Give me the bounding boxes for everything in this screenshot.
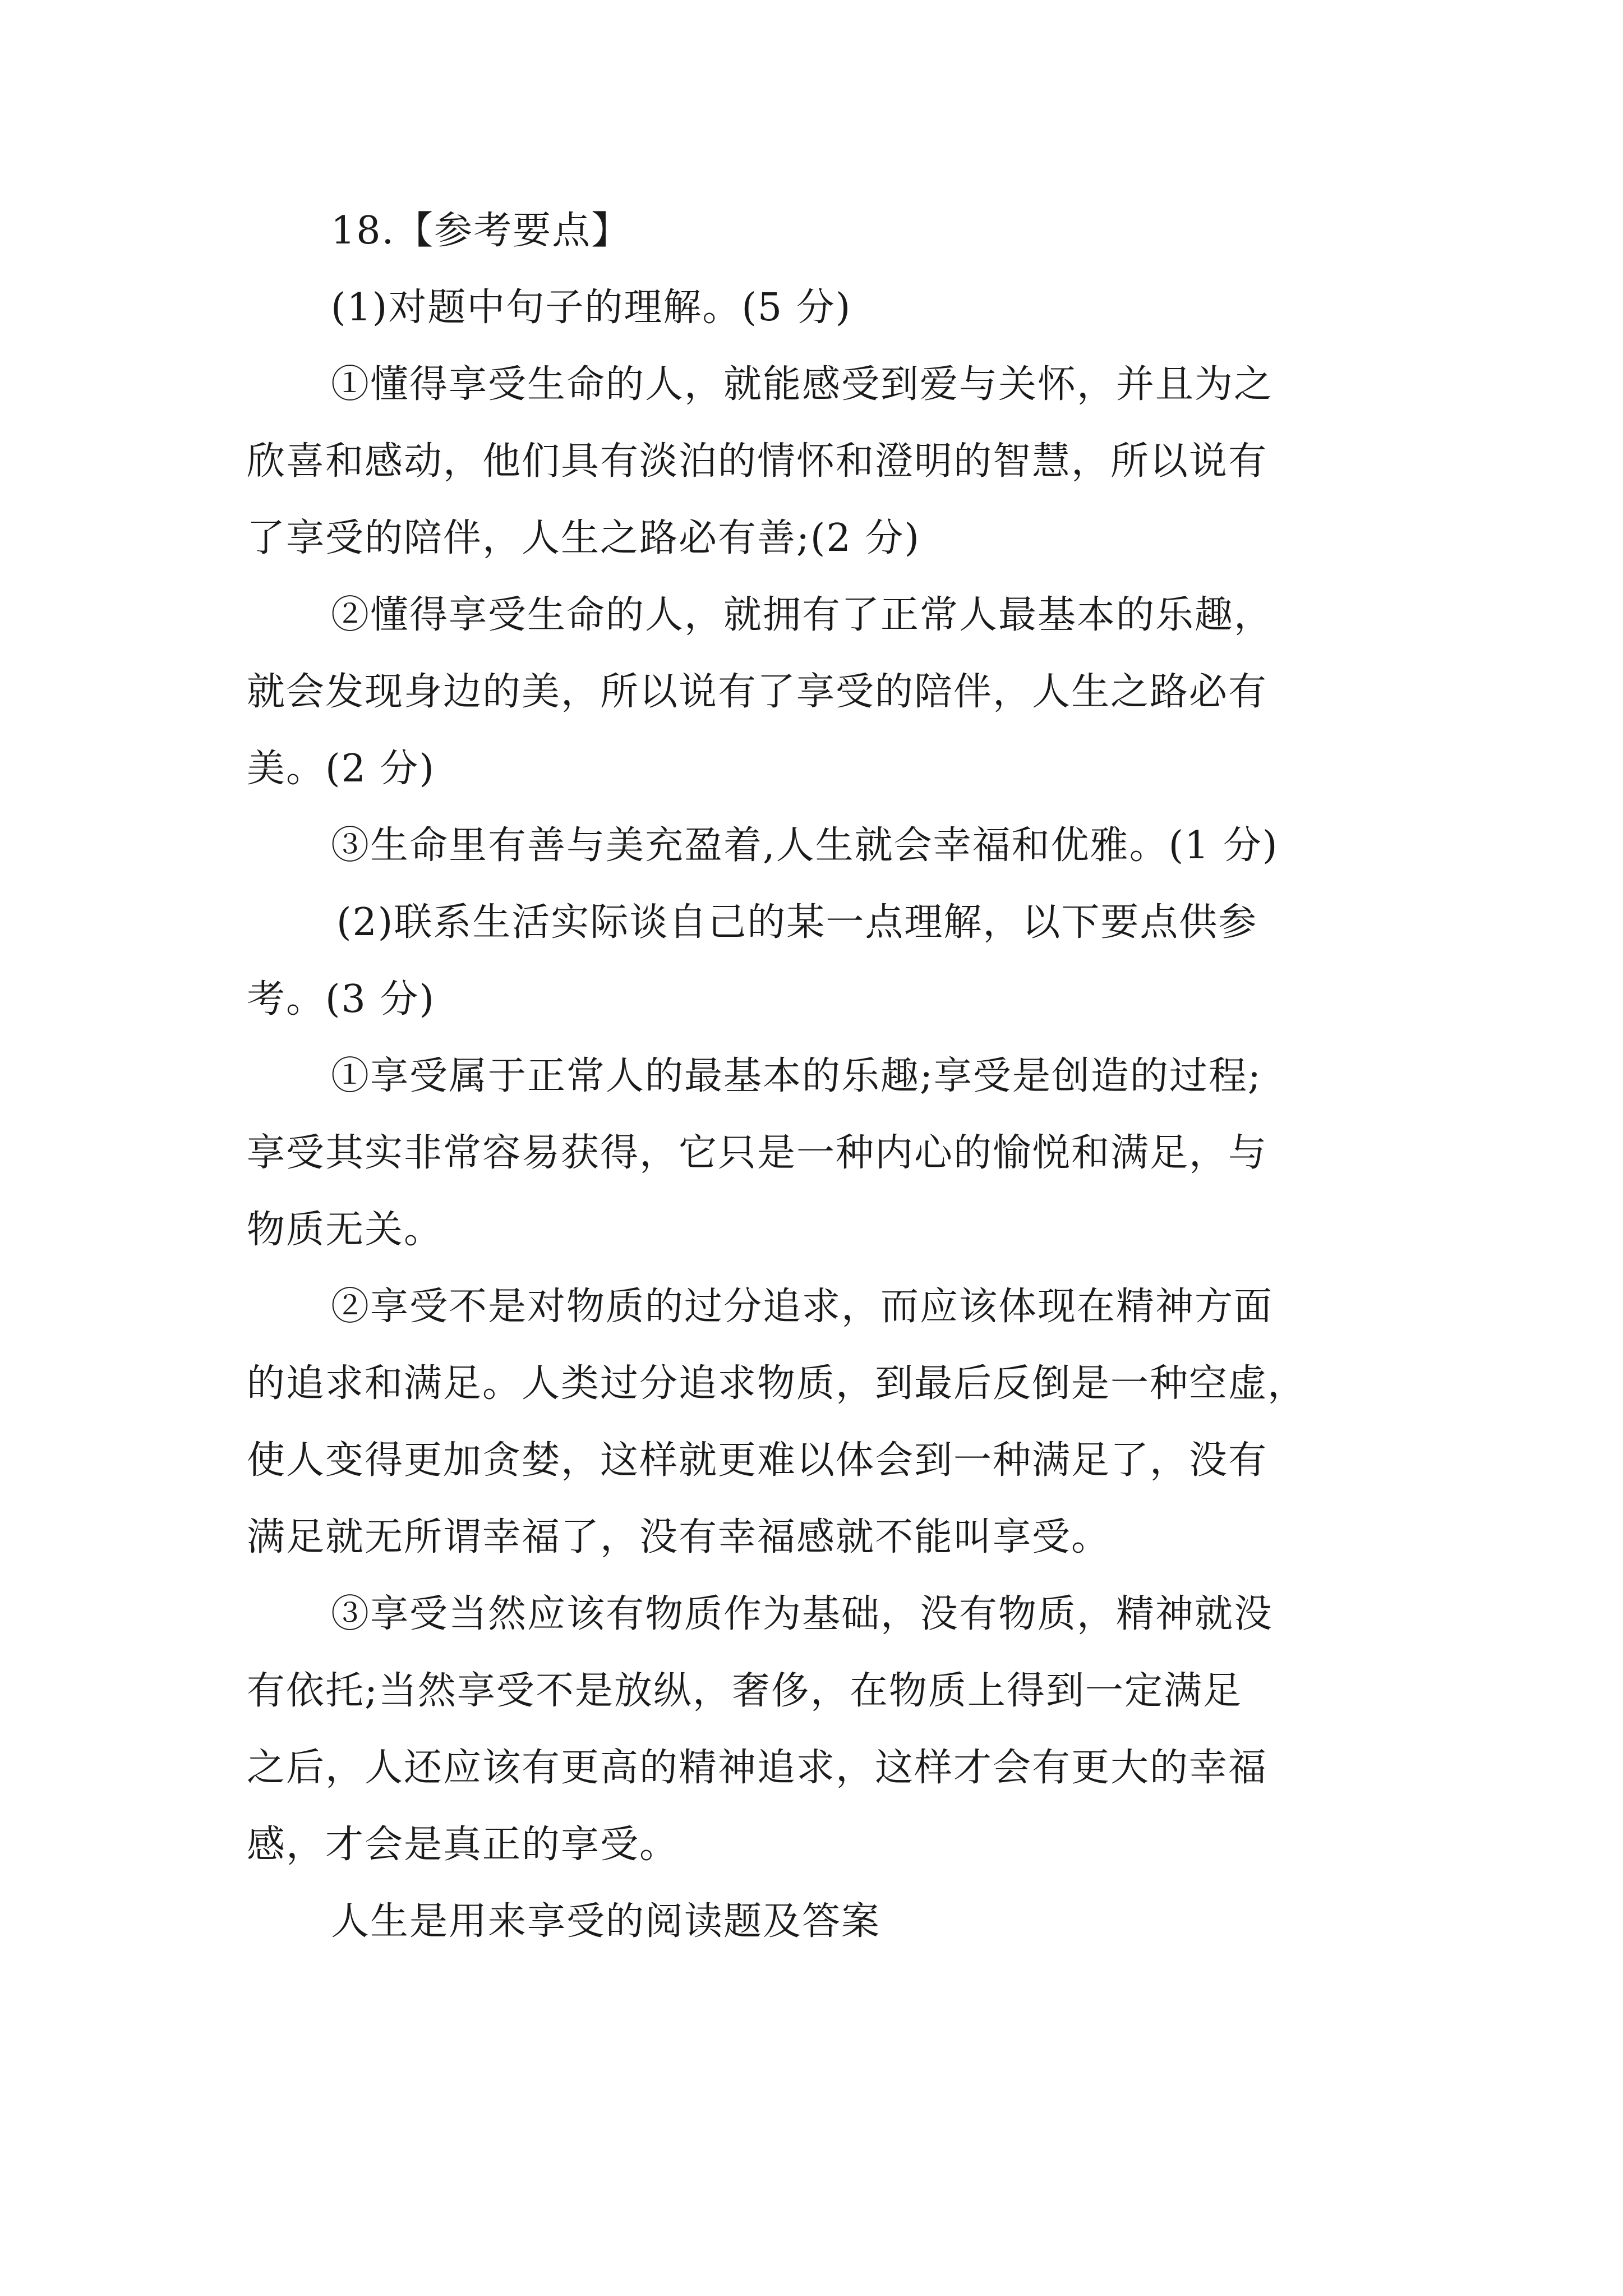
part2-title	[247, 900, 1385, 1022]
paragraph-line: 物质无关。	[247, 1208, 444, 1252]
heading-text: 18.【参考要点】	[331, 209, 631, 253]
paragraph-line: 之后，人还应该有更高的精神追求，这样才会有更大的幸福	[247, 1746, 1268, 1790]
part1-item3	[247, 823, 1385, 868]
paragraph-line: 就会发现身边的美，所以说有了享受的陪伴，人生之路必有	[247, 670, 1268, 714]
paragraph-line: 考。(3 分)	[247, 977, 435, 1022]
part2-item1	[247, 1054, 1385, 1252]
paragraph-line: 享受其实非常容易获得，它只是一种内心的愉悦和满足，与	[247, 1131, 1268, 1175]
paragraph-line: ②懂得享受生命的人，就拥有了正常人最基本的乐趣，	[331, 593, 1274, 637]
paragraph-line: 使人变得更加贪婪，这样就更难以体会到一种满足了，没有	[247, 1438, 1268, 1483]
paragraph-line: 满足就无所谓幸福了，没有幸福感就不能叫享受。	[247, 1515, 1111, 1559]
part2-item2	[247, 1285, 1385, 1559]
paragraph-line: 有依托;当然享受不是放纵，奢侈，在物质上得到一定满足	[247, 1669, 1242, 1713]
part1-item2	[247, 593, 1385, 791]
paragraph-line: ②享受不是对物质的过分追求，而应该体现在精神方面	[331, 1285, 1274, 1329]
heading	[247, 209, 1385, 253]
document-body	[247, 209, 1385, 1944]
part1-title-text: (1)对题中句子的理解。(5 分)	[331, 286, 852, 330]
paragraph-line: 感，才会是真正的享受。	[247, 1823, 679, 1867]
paragraph-line: (2)联系生活实际谈自己的某一点理解，以下要点供参	[336, 900, 1258, 945]
paragraph-line: 的追求和满足。人类过分追求物质，到最后反倒是一种空虚，	[247, 1361, 1307, 1406]
paragraph-line: 欣喜和感动，他们具有淡泊的情怀和澄明的智慧，所以说有	[247, 439, 1268, 484]
paragraph-line: ①懂得享受生命的人，就能感受到爱与关怀，并且为之	[331, 362, 1274, 407]
paragraph-line: ①享受属于正常人的最基本的乐趣;享受是创造的过程;	[331, 1054, 1262, 1098]
paragraph-line: ③享受当然应该有物质作为基础，没有物质，精神就没	[331, 1592, 1274, 1636]
footer-title	[247, 1899, 1385, 1944]
paragraph-line: ③生命里有善与美充盈着,人生就会幸福和优雅。(1 分)	[331, 823, 1279, 868]
part1-item1	[247, 362, 1385, 560]
part1-title	[247, 286, 1385, 330]
part2-item3	[247, 1592, 1385, 1867]
paragraph-line: 了享受的陪伴，人生之路必有善;(2 分)	[247, 516, 920, 560]
footer-title-text: 人生是用来享受的阅读题及答案	[331, 1899, 881, 1944]
paragraph-line: 美。(2 分)	[247, 747, 435, 791]
